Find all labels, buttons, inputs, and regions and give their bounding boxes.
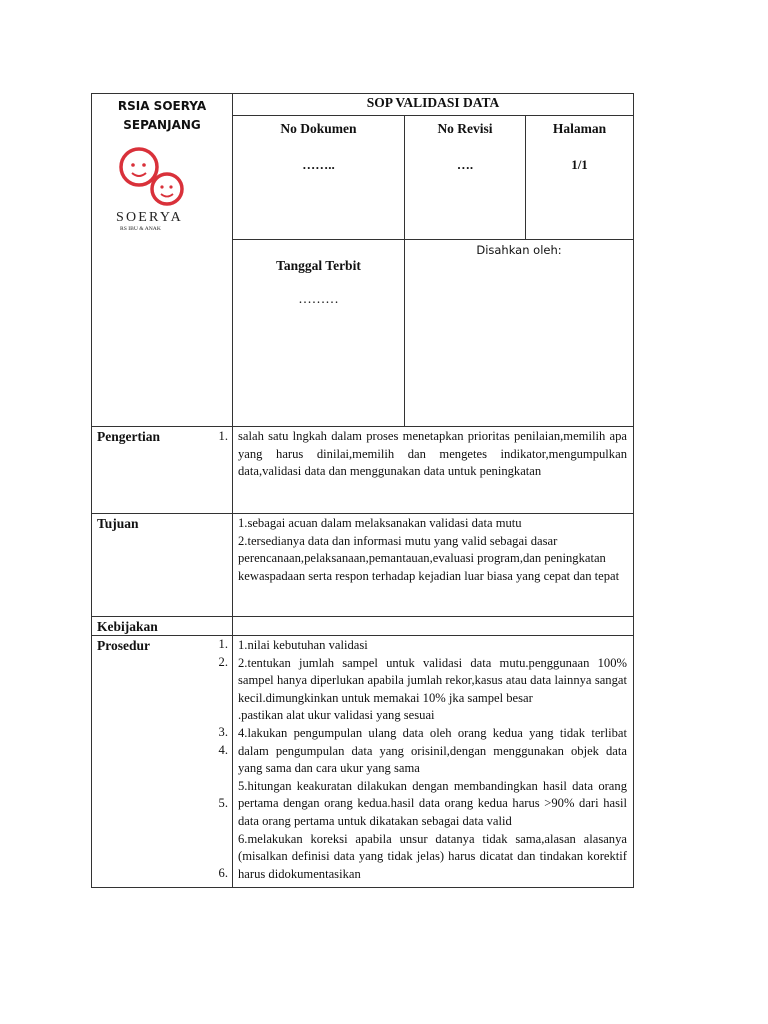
soerya-logo — [112, 144, 212, 234]
prosedur-number-4: 4. — [218, 743, 228, 757]
kebijakan-label: Kebijakan — [92, 617, 233, 636]
prosedur-number-2: 2. — [218, 655, 228, 669]
tujuan-label: Tujuan — [92, 514, 233, 617]
prosedur-item: .pastikan alat ukur validasi yang sesuai — [238, 708, 435, 723]
sop-document — [91, 93, 633, 888]
prosedur-number-3: 3. — [218, 725, 228, 739]
tanggal-terbit-cell — [233, 239, 405, 427]
halaman-value: 1/1 — [571, 156, 588, 172]
no-revisi-cell — [405, 115, 526, 239]
prosedur-item: 5.hitungan keakuratan dilakukan dengan membandingkan hasil data orang pertama dengan orang kedua.hasil data orang kedua harus >90% dari hasil data orang pertama untuk dikatakan sebagai data valid — [238, 778, 627, 828]
halaman-label: Halaman — [552, 120, 607, 136]
hospital-cell — [92, 94, 233, 240]
tanggal-terbit-value: ……… — [298, 290, 339, 306]
kebijakan-content — [233, 617, 634, 636]
disahkan-label: Disahkan oleh: — [405, 239, 634, 427]
tujuan-content — [233, 514, 634, 617]
hospital-name-line2: SEPANJANG — [123, 118, 201, 132]
prosedur-item: 6.melakukan koreksi apabila unsur datanya tidak sama,alasan alasanya (misalkan definisi data yang tidak jelas) harus dicatat dan tindakan korektif harus didokumentasikan — [238, 831, 627, 881]
empty-logo-continuation — [92, 239, 233, 427]
prosedur-content — [233, 636, 634, 888]
prosedur-item: 1.nilai kebutuhan validasi — [238, 638, 368, 652]
tujuan-item: 2.tersedianya data dan informasi mutu yang valid sebagai dasar perencanaan,pelaksanaan,pemantauan,evaluasi program,dan peningkatan kewaspadaan serta respon terhadap kejadian luar biasa yang cepat dan tepat — [238, 533, 620, 583]
prosedur-label-cell — [92, 636, 233, 888]
prosedur-item: 4.lakukan pengumpulan ulang data oleh orang kedua yang tidak terlibat dalam pengumpulan data yang orisinil,dengan menggunakan objek data yang sama dan cara ukur yang sama — [238, 725, 627, 776]
no-dokumen-cell — [233, 115, 405, 239]
sop-table — [91, 93, 634, 888]
tanggal-terbit-label: Tanggal Terbit — [276, 257, 361, 273]
no-revisi-label: No Revisi — [437, 120, 493, 136]
logo-subtext: RS IBU & ANAK — [120, 226, 161, 232]
prosedur-number-5: 5. — [218, 796, 228, 810]
no-dokumen-label: No Dokumen — [280, 120, 357, 136]
prosedur-number-1: 1. — [218, 637, 228, 651]
prosedur-item: 2.tentukan jumlah sampel untuk validasi data mutu.penggunaan 100% sampel hanya diperlukan apabila jumlah rekor,kasus atau data lainnya sangat kecil.dimungkinkan untuk memakai 10% jka sampel besar — [238, 655, 627, 705]
pengertian-number: 1. — [218, 429, 228, 443]
sop-title: SOP VALIDASI DATA — [233, 94, 634, 116]
logo-text: SOERYA — [116, 210, 183, 225]
pengertian-label: Pengertian — [97, 429, 160, 444]
prosedur-label: Prosedur — [97, 638, 150, 653]
hospital-name-line1: RSIA SOERYA — [117, 99, 207, 113]
no-dokumen-value: …….. — [302, 156, 335, 172]
pengertian-label-cell — [92, 427, 233, 514]
prosedur-number-6: 6. — [218, 866, 228, 880]
no-revisi-value: …. — [456, 156, 474, 172]
halaman-cell — [526, 115, 634, 239]
pengertian-text: salah satu lngkah dalam proses menetapkan prioritas penilaian,memilih apa yang harus dinilai,memilih dan mengetes indikator,mengumpulkan data,validasi data dan menggunakan data untuk peningkatan — [233, 427, 634, 514]
tujuan-item: 1.sebagai acuan dalam melaksanakan validasi data mutu — [238, 516, 522, 530]
